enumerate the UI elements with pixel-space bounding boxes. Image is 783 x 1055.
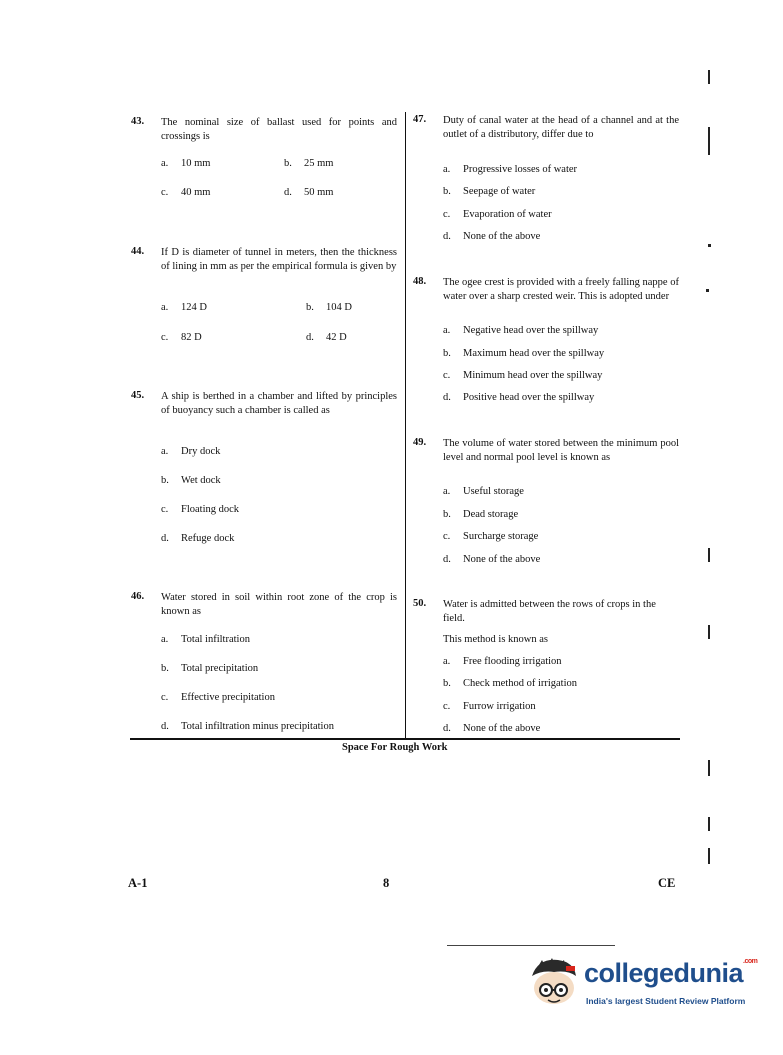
mascot-icon xyxy=(524,952,584,1012)
q47-option-c: c. Evaporation of water xyxy=(443,209,552,220)
q45-option-d: d. Refuge dock xyxy=(161,533,235,544)
q44-option-d: d. 42 D xyxy=(306,332,347,343)
q46-option-b: b. Total precipitation xyxy=(161,663,259,674)
q48-text: The ogee crest is provided with a freely falling nappe of water over a sharp crested weir. This is adopted under xyxy=(443,277,679,302)
q43-text: The nominal size of ballast used for points and crossings is xyxy=(161,117,397,142)
q50-text-2: This method is known as xyxy=(443,634,548,645)
scan-mark xyxy=(708,625,710,639)
q43-option-a: a. 10 mm xyxy=(161,158,211,169)
q49-option-d: d. None of the above xyxy=(443,554,541,565)
scan-mark xyxy=(708,70,710,84)
q44-text: If D is diameter of tunnel in meters, then the thickness of lining in mm as per the empirical formula is given by xyxy=(161,247,397,272)
q48-option-d: d. Positive head over the spillway xyxy=(443,392,595,403)
rough-work-caption: Space For Rough Work xyxy=(342,742,448,753)
q45-option-c: c. Floating dock xyxy=(161,504,240,515)
q50-number: 50. xyxy=(413,598,427,609)
page-number: 8 xyxy=(383,876,390,890)
q50-option-b: b. Check method of irrigation xyxy=(443,678,578,689)
q48-number: 48. xyxy=(413,276,427,287)
q45-option-a: a. Dry dock xyxy=(161,446,221,457)
logo-tagline: India's largest Student Review Platform xyxy=(586,996,746,1006)
q47-number: 47. xyxy=(413,114,427,125)
footer-code: A-1 xyxy=(128,876,148,890)
q44-option-a: a. 124 D xyxy=(161,302,207,313)
scan-mark xyxy=(708,127,710,155)
q44-number: 44. xyxy=(131,246,145,257)
scan-mark xyxy=(708,848,710,864)
q44-option-c: c. 82 D xyxy=(161,332,202,343)
q49-option-c: c. Surcharge storage xyxy=(443,531,539,542)
q46-number: 46. xyxy=(131,591,145,602)
q43-option-d: d. 50 mm xyxy=(284,187,334,198)
q49-text: The volume of water stored between the minimum pool level and normal pool level is known as xyxy=(443,438,679,463)
scan-mark xyxy=(708,817,710,831)
bottom-rule xyxy=(130,738,680,740)
logo-suffix: .com xyxy=(743,958,758,965)
q43-option-b: b. 25 mm xyxy=(284,158,334,169)
logo xyxy=(524,952,764,1012)
q48-option-a: a. Negative head over the spillway xyxy=(443,325,599,336)
q45-option-b: b. Wet dock xyxy=(161,475,221,486)
q48-option-c: c. Minimum head over the spillway xyxy=(443,370,603,381)
scan-mark xyxy=(708,548,710,562)
scan-mark xyxy=(708,760,710,776)
q46-option-a: a. Total infiltration xyxy=(161,634,250,645)
q49-option-a: a. Useful storage xyxy=(443,486,524,497)
q46-text: Water stored in soil within root zone of the crop is known as xyxy=(161,592,397,617)
logo-name: collegedunia$^{.com}$ xyxy=(584,958,758,988)
q43-number: 43. xyxy=(131,116,145,127)
q50-text: Water is admitted between the rows of crops in the field. xyxy=(443,599,656,624)
column-divider xyxy=(405,112,406,738)
q47-option-b: b. Seepage of water xyxy=(443,186,536,197)
q48-option-b: b. Maximum head over the spillway xyxy=(443,348,605,359)
q47-text: Duty of canal water at the head of a channel and at the outlet of a distributory, differ due to xyxy=(443,115,679,140)
q47-option-a: a. Progressive losses of water xyxy=(443,164,578,175)
scan-dot xyxy=(708,244,711,247)
scan-dot xyxy=(706,289,709,292)
q49-number: 49. xyxy=(413,437,427,448)
footer-subject: CE xyxy=(658,876,676,890)
q50-option-a: a. Free flooding irrigation xyxy=(443,656,562,667)
q47-option-d: d. None of the above xyxy=(443,231,541,242)
q49-option-b: b. Dead storage xyxy=(443,509,519,520)
q50-option-d: d. None of the above xyxy=(443,723,541,734)
q43-option-c: c. 40 mm xyxy=(161,187,211,198)
q45-number: 45. xyxy=(131,390,145,401)
logo-rule xyxy=(447,945,615,946)
q50-option-c: c. Furrow irrigation xyxy=(443,701,536,712)
q45-text: A ship is berthed in a chamber and lifted by principles of buoyancy such a chamber is called as xyxy=(161,391,397,416)
q46-option-d: d. Total infiltration minus precipitation xyxy=(161,721,334,732)
q46-option-c: c. Effective precipitation xyxy=(161,692,275,703)
q44-option-b: b. 104 D xyxy=(306,302,352,313)
